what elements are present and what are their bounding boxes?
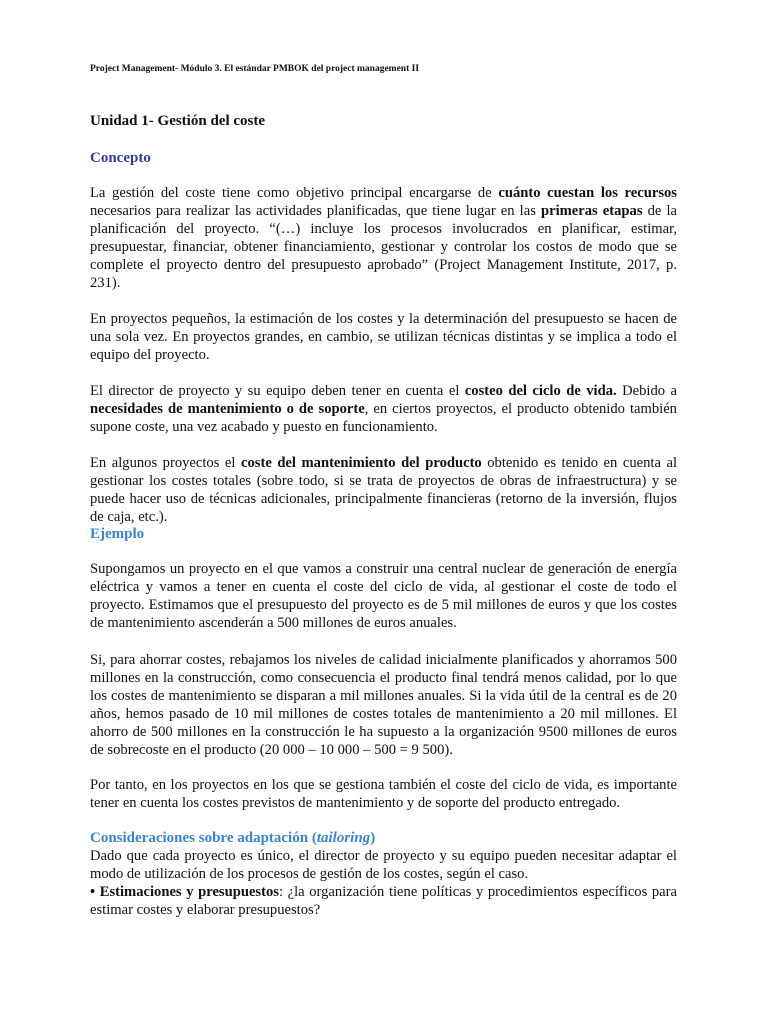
paragraph-concepto-2: En proyectos pequeños, la estimación de los costes y la determinación del presupuesto se hacen de una sola vez. En proyectos grandes, en cambio, se utilizan técnicas distintas y se implica a todo el equipo del proyecto. — [90, 311, 677, 363]
running-header: Project Management- Módulo 3. El estándar PMBOK del project management II — [90, 64, 420, 74]
bullet-dot-icon: • — [90, 884, 96, 900]
section-heading-ejemplo: Ejemplo — [90, 526, 145, 542]
paragraph-concepto-1: La gestión del coste tiene como objetivo principal encargarse de cuánto cuestan los recursos necesarios para realizar las actividades planificadas, que tiene lugar en las primeras etapas de la planificación del proyecto. “(…) incluye los procesos involucrados en planificar, estimar, presupuestar, financiar, obtener financiamiento, gestionar y controlar los costos de modo que se complete el proyecto dentro del presupuesto aprobado” (Project Management Institute, 2017, p. 231). — [90, 185, 677, 291]
paragraph-ejemplo-3: Por tanto, en los proyectos en los que se gestiona también el coste del ciclo de vida, es importante tener en cuenta los costes previstos de mantenimiento y de soporte del producto entregado. — [90, 777, 677, 811]
unit-title: Unidad 1- Gestión del coste — [90, 113, 266, 129]
section-heading-concepto: Concepto — [90, 150, 151, 166]
paragraph-ejemplo-1: Supongamos un proyecto en el que vamos a construir una central nuclear de generación de energía eléctrica y vamos a tener en cuenta el coste del ciclo de vida, al gestionar el coste de todo el proyecto. Estimamos que el presupuesto del proyecto es de 5 mil millones de euros y que los costes de mantenimiento ascenderán a 500 millones de euros anuales. — [90, 561, 677, 631]
list-item: • Estimaciones y presupuestos: ¿la organización tiene políticas y procedimientos específicos para estimar costes y elaborar presupuestos? — [90, 884, 677, 918]
paragraph-concepto-3: El director de proyecto y su equipo deben tener en cuenta el costeo del ciclo de vida. Debido a necesidades de mantenimiento o de soporte, en ciertos proyectos, el producto obtenido también supone coste, una vez acabado y puesto en funcionamiento. — [90, 383, 677, 435]
paragraph-concepto-4: En algunos proyectos el coste del mantenimiento del producto obtenido es tenido en cuenta al gestionar los costes totales (sobre todo, si se trata de proyectos de obras de infraestructura) y se puede hacer uso de técnicas adicionales, principalmente financieras (retorno de la inversión, flujos de caja, etc.). — [90, 455, 677, 525]
section-heading-tailoring: Consideraciones sobre adaptación (tailoring) — [90, 830, 376, 846]
paragraph-ejemplo-2: Si, para ahorrar costes, rebajamos los niveles de calidad inicialmente planificados y ahorramos 500 millones en la construcción, como consecuencia el producto final tendrá menos calidad, por lo que los costes de mantenimiento se disparan a mil millones anuales. Si la vida útil de la central es de 20 años, hemos pasado de 10 mil millones de costes totales de mantenimiento a 20 mil millones. El ahorro de 500 millones en la construcción le ha supuesto a la organización 9500 millones de euros de sobrecoste en el producto (20 000 – 10 000 – 500 = 9 500). — [90, 652, 677, 758]
paragraph-tailoring-intro: Dado que cada proyecto es único, el director de proyecto y su equipo pueden necesitar adaptar el modo de utilización de los procesos de gestión de los costes, según el caso. — [90, 848, 677, 882]
